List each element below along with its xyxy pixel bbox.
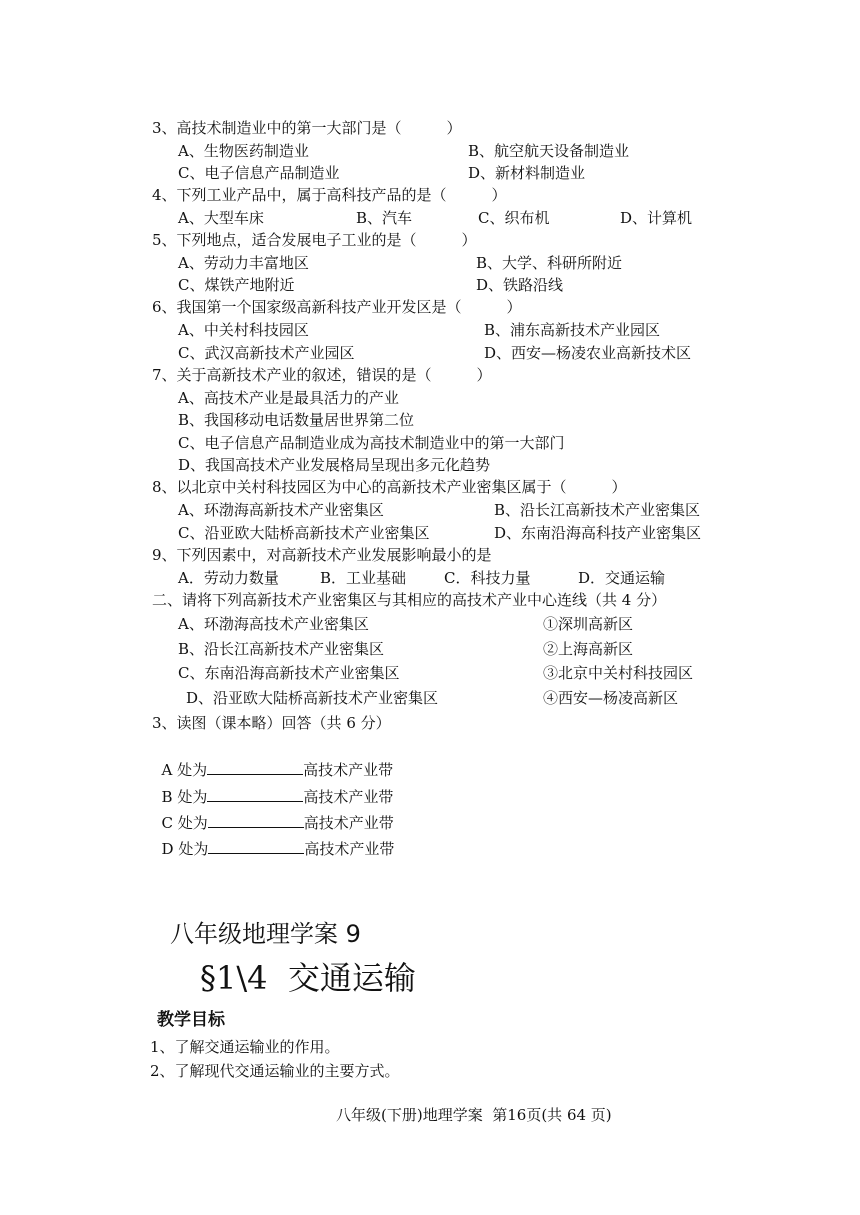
question-8-stem: 8、以北京中关村科技园区为中心的高新技术产业密集区属于（ ） (152, 478, 627, 496)
option-c: C、武汉高新技术产业园区 (178, 344, 355, 362)
option-d: D、东南沿海高科技产业密集区 (494, 524, 702, 542)
option-c: C、煤铁产地附近 (178, 276, 295, 294)
option-b: B、我国移动电话数量居世界第二位 (178, 411, 415, 429)
section-3-heading: 3、读图（课本略）回答（共 6 分） (152, 714, 391, 732)
option-b: B、航空航天设备制造业 (468, 142, 630, 160)
section-2-heading: 二、请将下列高新技术产业密集区与其相应的高技术产业中心连线（共 4 分） (152, 591, 667, 609)
fill-row-suffix: 高技术产业带 (303, 761, 394, 779)
option-b: B．工业基础 (320, 569, 407, 587)
match-right-2: ②上海高新区 (543, 640, 634, 658)
fill-row (152, 818, 394, 859)
match-left-b: B、沿长江高新技术产业密集区 (178, 640, 385, 658)
option-d: D、新材料制造业 (468, 164, 586, 182)
fill-row-suffix: 高技术产业带 (303, 814, 394, 832)
match-left-a: A、环渤海高技术产业密集区 (178, 615, 369, 633)
lesson-subtitle: §1\4 交通运输 (200, 959, 416, 997)
option-d: D．交通运输 (578, 569, 666, 587)
match-left-c: C、东南沿海高新技术产业密集区 (178, 664, 400, 682)
option-b: B、沿长江高新技术产业密集区 (494, 501, 701, 519)
objective-item: 1、了解交通运输业的作用。 (150, 1038, 340, 1056)
option-d: D、西安—杨凌农业高新技术区 (484, 344, 692, 362)
option-a: A、劳动力丰富地区 (178, 254, 309, 272)
fill-row-suffix: 高技术产业带 (303, 788, 394, 806)
fill-row-prefix: C 处为 (161, 814, 208, 832)
question-3-stem: 3、高技术制造业中的第一大部门是（ ） (152, 119, 462, 137)
fill-row-prefix: A 处为 (161, 761, 208, 779)
option-a: A、生物医药制造业 (178, 142, 309, 160)
match-left-d: D、沿亚欧大陆桥高新技术产业密集区 (186, 689, 439, 707)
question-7-stem: 7、关于高新技术产业的叙述，错误的是（ ） (152, 366, 492, 384)
page-footer: 八年级(下册)地理学案 第16页(共 64 页) (336, 1106, 612, 1124)
option-b: B、汽车 (356, 209, 413, 227)
option-c: C、电子信息产品制造业 (178, 164, 340, 182)
answer-blank[interactable] (208, 838, 304, 854)
option-d: D、我国高技术产业发展格局呈现出多元化趋势 (178, 456, 491, 474)
question-6-stem: 6、我国第一个国家级高新科技产业开发区是（ ） (152, 298, 522, 316)
option-b: B、浦东高新技术产业园区 (484, 321, 661, 339)
question-9-stem: 9、下列因素中，对高新技术产业发展影响最小的是 (152, 546, 492, 564)
option-a: A、大型车床 (178, 209, 264, 227)
option-a: A、环渤海高新技术产业密集区 (178, 501, 384, 519)
match-right-1: ①深圳高新区 (543, 615, 634, 633)
lesson-title: 八年级地理学案 9 (170, 920, 361, 948)
option-c: C、织布机 (478, 209, 550, 227)
option-d: D、铁路沿线 (476, 276, 564, 294)
option-b: B、大学、科研所附近 (476, 254, 623, 272)
option-c: C．科技力量 (444, 569, 531, 587)
question-5-stem: 5、下列地点，适合发展电子工业的是（ ） (152, 231, 477, 249)
objective-item: 2、了解现代交通运输业的主要方式。 (150, 1062, 400, 1080)
fill-row-prefix: D 处为 (161, 840, 209, 858)
objectives-heading: 教学目标 (157, 1010, 225, 1030)
question-4-stem: 4、下列工业产品中，属于高科技产品的是（ ） (152, 186, 507, 204)
option-a: A．劳动力数量 (178, 569, 279, 587)
fill-row-prefix: B 处为 (161, 788, 208, 806)
fill-row-suffix: 高技术产业带 (304, 840, 395, 858)
option-a: A、高技术产业是最具活力的产业 (178, 389, 399, 407)
option-c: C、电子信息产品制造业成为高技术制造业中的第一大部门 (178, 434, 565, 452)
match-right-4: ④西安—杨凌高新区 (543, 689, 679, 707)
match-right-3: ③北京中关村科技园区 (543, 664, 694, 682)
option-d: D、计算机 (620, 209, 693, 227)
option-c: C、沿亚欧大陆桥高新技术产业密集区 (178, 524, 430, 542)
option-a: A、中关村科技园区 (178, 321, 309, 339)
